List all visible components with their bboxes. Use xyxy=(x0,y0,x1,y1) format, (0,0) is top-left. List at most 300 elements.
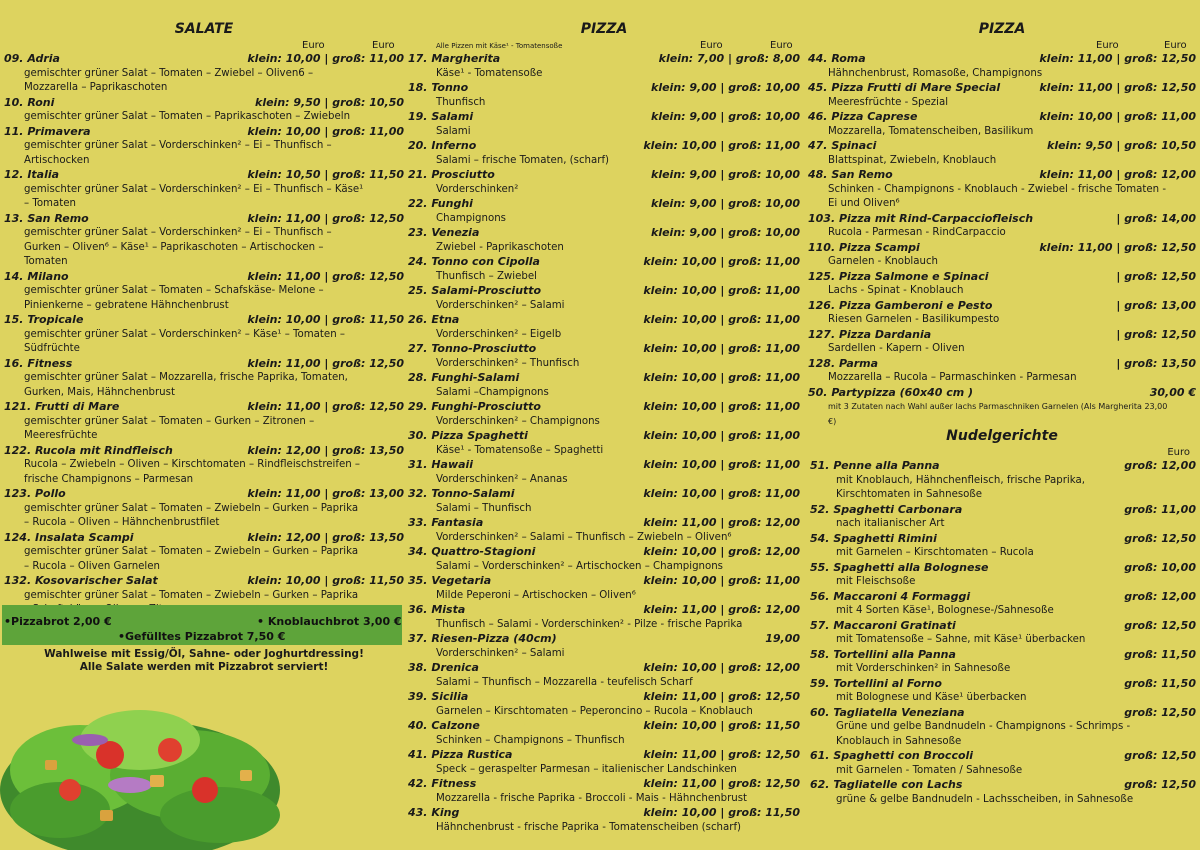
salate-list xyxy=(4,52,404,618)
menu-item-name: 47. Spinaci xyxy=(808,139,877,152)
menu-item-name: 15. Tropicale xyxy=(4,313,84,326)
menu-item xyxy=(808,139,1196,168)
menu-item xyxy=(408,748,800,777)
menu-item-header xyxy=(408,139,800,154)
menu-item-header xyxy=(810,459,1196,474)
menu-item-header xyxy=(4,125,404,140)
knoblauchbrot-price: • Knoblauchbrot 3,00 € xyxy=(257,615,402,628)
menu-item-description: Vorderschinken² – Salami xyxy=(436,647,565,659)
menu-item-header xyxy=(408,632,800,647)
menu-item-price: klein: 11,00 | groß: 12,50 xyxy=(643,690,800,703)
menu-item-header xyxy=(408,226,800,241)
menu-item-price: klein: 9,00 | groß: 10,00 xyxy=(651,197,800,210)
menu-item-name: 09. Adria xyxy=(4,52,60,65)
menu-item-price: groß: 12,00 xyxy=(1124,589,1196,603)
menu-item xyxy=(408,139,800,168)
menu-item xyxy=(810,778,1196,807)
menu-item xyxy=(408,110,800,139)
menu-item-description: gemischter grüner Salat – Vorderschinken² – Ei – Thunfisch – Käse¹ – Tomaten xyxy=(24,183,364,209)
menu-item-description: Schinken – Champignons – Thunfisch xyxy=(436,734,625,746)
menu-item-price: klein: 11,00 | groß: 12,50 xyxy=(1039,81,1196,94)
menu-item-header xyxy=(810,619,1196,634)
menu-item-header xyxy=(408,168,800,183)
menu-item-description: Mozzarella - frische Paprika - Broccoli - Mais - Hähnchenbrust xyxy=(436,792,748,804)
menu-item-header xyxy=(810,778,1196,793)
menu-item-name: 41. Pizza Rustica xyxy=(408,748,513,761)
menu-item-price: groß: 12,50 xyxy=(1124,618,1196,632)
menu-item-price: klein: 9,50 | groß: 10,50 xyxy=(1047,139,1196,152)
menu-item-price: | groß: 12,50 xyxy=(1116,269,1196,283)
menu-item-price: klein: 9,00 | groß: 10,00 xyxy=(651,110,800,123)
menu-item-price: | groß: 13,00 xyxy=(1116,298,1196,312)
menu-item-name: 54. Spaghetti Rimini xyxy=(810,531,937,545)
menu-item xyxy=(4,487,404,531)
menu-item-header xyxy=(408,110,800,125)
menu-item-price: klein: 10,00 | groß: 11,00 xyxy=(643,284,800,297)
nudel-euro-header: Euro xyxy=(1167,447,1190,458)
menu-item xyxy=(408,226,800,255)
menu-item-description: Salami – Thunfisch xyxy=(436,502,532,514)
menu-item xyxy=(408,429,800,458)
pizza-euro-header-2 xyxy=(808,40,1196,52)
menu-item-description: Hähnchenbrust - frische Paprika - Tomatenscheiben (scharf) xyxy=(436,821,742,833)
menu-item-header xyxy=(810,561,1196,576)
salad-bowl-image xyxy=(0,680,300,850)
menu-item-price: groß: 11,50 xyxy=(1124,647,1196,661)
menu-item-name: 21. Prosciutto xyxy=(408,168,495,181)
menu-item-price: groß: 12,50 xyxy=(1124,749,1196,762)
pizza-title-1: PIZZA xyxy=(580,21,628,37)
menu-item-price: klein: 10,00 | groß: 12,00 xyxy=(643,661,800,674)
menu-item-description: Vorderschinken² – Ananas xyxy=(436,473,568,485)
menu-item xyxy=(408,284,800,313)
menu-item-price: klein: 11,00 | groß: 12,50 xyxy=(247,269,404,283)
menu-item xyxy=(810,503,1196,532)
menu-item-price: klein: 11,00 | groß: 12,00 xyxy=(643,516,800,529)
menu-item-description: nach italianischer Art xyxy=(836,518,945,529)
menu-item-description: gemischter grüner Salat – Tomaten – Gurken – Zitronen – Meeresfrüchte xyxy=(24,415,315,441)
menu-item-name: 10. Roni xyxy=(4,95,55,109)
menu-item-header xyxy=(408,487,800,502)
menu-item-name: 36. Mista xyxy=(408,603,466,616)
menu-item-price: klein: 9,50 | groß: 10,50 xyxy=(255,95,404,109)
menu-item-header xyxy=(4,531,404,546)
menu-item-description: gemischter grüner Salat – Tomaten – Paprikaschoten – Zwiebeln xyxy=(24,111,351,122)
menu-item-price: klein: 10,00 | groß: 11,00 xyxy=(1039,110,1196,123)
pizza-column-1 xyxy=(408,0,800,835)
menu-item xyxy=(808,357,1196,386)
menu-item-price: 19,00 xyxy=(765,632,800,645)
menu-item xyxy=(408,313,800,342)
menu-item-name: 56. Maccaroni 4 Formaggi xyxy=(810,589,971,603)
menu-item-name: 62. Tagliatelle con Lachs xyxy=(810,778,963,791)
salate-euro-header xyxy=(4,40,404,52)
menu-item-name: 127. Pizza Dardania xyxy=(808,327,932,341)
salate-column xyxy=(4,0,404,618)
menu-item-name: 16. Fitness xyxy=(4,356,73,370)
menu-item-name: 26. Etna xyxy=(408,313,460,326)
menu-item-price: groß: 10,00 xyxy=(1124,560,1196,574)
menu-item-price: klein: 11,00 | groß: 12,50 xyxy=(247,356,404,370)
menu-item-name: 38. Drenica xyxy=(408,661,479,674)
menu-item-header xyxy=(808,168,1196,183)
menu-item-description: Käse¹ - Tomatensoße – Spaghetti xyxy=(436,444,604,456)
menu-item-header xyxy=(408,661,800,676)
menu-item-description: mit Garnelen - Tomaten / Sahnesoße xyxy=(836,764,1023,776)
menu-item-name: 20. Inferno xyxy=(408,139,477,152)
menu-item xyxy=(408,458,800,487)
menu-item-header xyxy=(408,197,800,212)
menu-item-name: 11. Primavera xyxy=(4,124,91,138)
menu-item-description: Salami – Vorderschinken² – Artischocken – Champignons xyxy=(436,560,723,572)
menu-item-price: klein: 11,00 | groß: 12,50 xyxy=(1039,240,1196,254)
menu-item-price: groß: 12,50 xyxy=(1124,531,1196,545)
menu-item-header xyxy=(808,110,1196,125)
menu-item-name: 50. Partypizza (60x40 cm ) xyxy=(808,385,974,399)
nudel-list xyxy=(810,459,1196,807)
menu-item-price: klein: 10,00 | groß: 11,00 xyxy=(247,52,404,65)
menu-item-description: Vorderschinken² – Champignons xyxy=(436,415,600,427)
menu-item-name: 122. Rucola mit Rindfleisch xyxy=(4,443,173,457)
menu-item-name: 128. Parma xyxy=(808,356,879,370)
pizza-title-2: PIZZA xyxy=(978,21,1026,37)
menu-item-header xyxy=(808,386,1196,401)
menu-item-description: Zwiebel - Paprikaschoten xyxy=(436,241,564,253)
menu-item-price: klein: 10,00 | groß: 11,50 xyxy=(643,806,800,819)
menu-item xyxy=(810,677,1196,706)
menu-item-header xyxy=(408,545,800,560)
menu-item xyxy=(408,52,800,81)
menu-item-price: klein: 12,00 | groß: 13,50 xyxy=(247,443,404,457)
menu-item-name: 48. San Remo xyxy=(808,168,893,181)
menu-item-name: 25. Salami-Prosciutto xyxy=(408,284,542,297)
menu-item-header xyxy=(4,212,404,227)
menu-item-header xyxy=(4,52,404,67)
menu-item-price: klein: 10,00 | groß: 12,00 xyxy=(643,545,800,558)
menu-item xyxy=(408,719,800,748)
menu-item xyxy=(810,561,1196,590)
menu-item-name: 13. San Remo xyxy=(4,211,89,225)
menu-item-description: mit 4 Sorten Käse¹, Bolognese-/Sahnesoße xyxy=(836,605,1054,616)
menu-item-price: klein: 10,00 | groß: 11,00 xyxy=(643,139,800,152)
menu-item xyxy=(810,532,1196,561)
menu-item-description: Käse¹ - Tomatensoße xyxy=(436,67,543,79)
menu-item-price: klein: 10,00 | groß: 11,00 xyxy=(643,255,800,268)
menu-item-price: klein: 12,00 | groß: 13,50 xyxy=(247,530,404,544)
menu-item-description: Hähnchenbrust, Romasoße, Champignons xyxy=(828,67,1043,79)
menu-item-header xyxy=(808,212,1196,227)
menu-item-description: Speck – geraspelter Parmesan – italienischer Landschinken xyxy=(436,763,737,775)
menu-item xyxy=(808,328,1196,357)
menu-item-name: 51. Penne alla Panna xyxy=(810,459,940,472)
menu-item-price: klein: 10,00 | groß: 11,00 xyxy=(247,124,404,138)
menu-item-header xyxy=(808,81,1196,96)
menu-item-description: Milde Peperoni – Artischocken – Oliven⁶ xyxy=(436,589,636,601)
menu-item-description: Grüne und gelbe Bandnudeln - Champignons - Schrimps - Knoblauch in Sahnesoße xyxy=(836,721,1131,747)
menu-item-header xyxy=(408,690,800,705)
menu-item-description: gemischter grüner Salat – Tomaten – Zwiebeln – Gurken – Paprika xyxy=(24,589,359,601)
menu-item-name: 125. Pizza Salmone e Spinaci xyxy=(808,269,989,283)
menu-item xyxy=(408,487,800,516)
menu-item-header xyxy=(408,342,800,357)
pizza-list-1 xyxy=(408,52,800,835)
menu-item-description: Vorderschinken² – Salami – Thunfisch – Zwiebeln – Oliven⁶ xyxy=(436,531,732,543)
menu-item xyxy=(810,706,1196,750)
menu-item xyxy=(808,52,1196,81)
menu-item xyxy=(808,81,1196,110)
menu-item-description: Lachs - Spinat - Knoblauch xyxy=(828,285,964,296)
menu-item xyxy=(408,81,800,110)
menu-item-header xyxy=(408,371,800,386)
menu-item-name: 24. Tonno con Cipolla xyxy=(408,255,540,268)
nudelgerichte-title: Nudelgerichte xyxy=(946,428,1058,444)
menu-item-name: 29. Funghi-Prosciutto xyxy=(408,400,541,413)
menu-item-description: Meeresfrüchte - Spezial xyxy=(828,96,949,108)
menu-item-description: Mozzarella – Rucola – Parmaschinken - Parmesan xyxy=(828,372,1077,383)
menu-item-price: | groß: 14,00 xyxy=(1116,211,1196,225)
menu-item-name: 27. Tonno-Prosciutto xyxy=(408,342,537,355)
menu-item-price: klein: 9,00 | groß: 10,00 xyxy=(651,226,800,239)
menu-item xyxy=(408,545,800,574)
menu-item-header xyxy=(808,270,1196,285)
menu-item-header xyxy=(408,806,800,821)
menu-item-price: klein: 11,00 | groß: 12,50 xyxy=(643,748,800,761)
menu-item xyxy=(810,619,1196,648)
menu-item-name: 22. Funghi xyxy=(408,197,473,210)
menu-item xyxy=(4,357,404,401)
menu-item-name: 18. Tonno xyxy=(408,81,469,94)
menu-item xyxy=(810,459,1196,503)
menu-item-price: klein: 10,00 | groß: 11,50 xyxy=(247,313,404,326)
menu-item-price: 30,00 € xyxy=(1149,385,1196,399)
menu-item xyxy=(408,603,800,632)
menu-item-description: Vorderschinken² – Salami xyxy=(436,299,565,311)
menu-item-name: 30. Pizza Spaghetti xyxy=(408,429,528,442)
menu-item-description: Salami –Champignons xyxy=(436,386,549,398)
menu-item-header xyxy=(408,255,800,270)
dressing-note xyxy=(4,648,404,674)
menu-item-price: | groß: 13,50 xyxy=(1116,356,1196,370)
menu-item-description: Rucola – Zwiebeln – Oliven – Kirschtomaten – Rindfleischstreifen – frische Champignons – Parmesan xyxy=(24,459,361,485)
menu-item-price: klein: 10,00 | groß: 11,00 xyxy=(643,371,800,384)
menu-item-name: 23. Venezia xyxy=(408,226,480,239)
menu-item-price: klein: 11,00 | groß: 12,50 xyxy=(1039,52,1196,65)
euro-label-small: Euro xyxy=(302,40,325,51)
menu-item xyxy=(408,661,800,690)
menu-item-description: gemischter grüner Salat – Vorderschinken² – Ei – Thunfisch – Artischocken xyxy=(24,140,332,166)
menu-item-header xyxy=(408,516,800,531)
menu-item xyxy=(408,516,800,545)
menu-item-header xyxy=(810,677,1196,692)
menu-item-price: klein: 10,00 | groß: 11,50 xyxy=(643,719,800,732)
menu-item-name: 40. Calzone xyxy=(408,719,480,732)
menu-item-description: Schinken - Champignons - Knoblauch - Zwiebel - frische Tomaten - Ei und Oliven⁶ xyxy=(828,183,1167,209)
menu-item-name: 132. Kosovarischer Salat xyxy=(4,574,158,587)
menu-item xyxy=(408,255,800,284)
menu-item-name: 39. Sicilia xyxy=(408,690,469,703)
menu-item-header xyxy=(408,777,800,792)
menu-item-header xyxy=(4,400,404,415)
menu-item-price: | groß: 12,50 xyxy=(1116,327,1196,341)
menu-item-header xyxy=(4,444,404,459)
menu-item xyxy=(4,444,404,488)
menu-item-price: klein: 10,00 | groß: 11,00 xyxy=(643,342,800,355)
menu-item-header xyxy=(808,139,1196,154)
menu-item-name: 59. Tortellini al Forno xyxy=(810,676,942,690)
menu-item xyxy=(810,749,1196,778)
menu-item-header xyxy=(4,270,404,285)
menu-item-name: 12. Italia xyxy=(4,168,60,181)
menu-item-price: klein: 10,50 | groß: 11,50 xyxy=(247,168,404,181)
menu-item-description: Mozzarella, Tomatenscheiben, Basilikum xyxy=(828,125,1034,137)
menu-item-price: klein: 11,00 | groß: 12,00 xyxy=(1039,168,1196,181)
menu-item-description: Salami – frische Tomaten, (scharf) xyxy=(436,154,610,166)
menu-item-name: 123. Pollo xyxy=(4,487,66,500)
menu-item-description: Thunfisch – Salami - Vorderschinken² - Pilze - frische Paprika xyxy=(436,618,743,630)
menu-item-description: Rucola - Parmesan - RindCarpaccio xyxy=(828,227,1006,238)
bread-bar xyxy=(2,605,402,645)
menu-item-price: klein: 11,00 | groß: 12,50 xyxy=(643,777,800,790)
menu-item-name: 35. Vegetaria xyxy=(408,574,492,587)
menu-item xyxy=(4,400,404,444)
menu-item-name: 17. Margherita xyxy=(408,52,501,65)
menu-item-price: groß: 11,00 xyxy=(1124,502,1196,516)
menu-item-header xyxy=(408,52,800,67)
menu-item-description: mit Vorderschinken² in Sahnesoße xyxy=(836,663,1011,674)
menu-item-description: gemischter grüner Salat – Tomaten – Zwiebeln – Gurken – Paprika – Rucola – Oliven Garnelen xyxy=(24,546,359,572)
menu-item-name: 37. Riesen-Pizza (40cm) xyxy=(408,632,557,645)
menu-item xyxy=(808,241,1196,270)
menu-item xyxy=(4,52,404,96)
menu-item-description: Salami xyxy=(436,125,471,137)
menu-item-price: groß: 12,50 xyxy=(1124,778,1196,791)
menu-item-price: groß: 12,50 xyxy=(1124,705,1196,719)
menu-item-price: klein: 9,00 | groß: 10,00 xyxy=(651,168,800,181)
menu-item xyxy=(408,777,800,806)
menu-item-description: mit Tomatensoße – Sahne, mit Käse¹ überbacken xyxy=(836,634,1086,645)
menu-item-description: Garnelen – Kirschtomaten – Peperoncino – Rucola – Knoblauch xyxy=(436,705,753,717)
menu-item-name: 32. Tonno-Salami xyxy=(408,487,515,500)
menu-item-price: klein: 10,00 | groß: 11,00 xyxy=(643,458,800,471)
menu-item xyxy=(408,574,800,603)
menu-item-header xyxy=(808,52,1196,67)
menu-item-name: 42. Fitness xyxy=(408,777,477,790)
menu-item-header xyxy=(810,503,1196,518)
menu-item-description: Blattspinat, Zwiebeln, Knoblauch xyxy=(828,154,997,166)
menu-item xyxy=(808,299,1196,328)
menu-item-header xyxy=(810,532,1196,547)
menu-item xyxy=(808,386,1196,430)
menu-item-description: Champignons xyxy=(436,212,506,224)
menu-item xyxy=(408,690,800,719)
menu-item-name: 19. Salami xyxy=(408,110,474,123)
menu-item-price: klein: 7,00 | groß: 8,00 xyxy=(658,52,800,65)
menu-item-header xyxy=(408,429,800,444)
menu-item-description: grüne & gelbe Bandnudeln - Lachsscheiben, in Sahnesoße xyxy=(836,793,1134,805)
menu-item-price: klein: 11,00 | groß: 12,50 xyxy=(247,211,404,225)
pizzabrot-price: •Pizzabrot 2,00 € xyxy=(4,615,112,628)
menu-item-name: 110. Pizza Scampi xyxy=(808,240,920,254)
menu-item-name: 60. Tagliatella Veneziana xyxy=(810,705,965,719)
menu-item-name: 57. Maccaroni Gratinati xyxy=(810,618,956,632)
menu-item-header xyxy=(810,706,1196,721)
menu-item xyxy=(408,371,800,400)
menu-item xyxy=(408,168,800,197)
menu-item-description: mit 3 Zutaten nach Wahl außer lachs Parmaschniken Garnelen (Als Margherita 23,00 €) xyxy=(828,402,1168,426)
menu-item-header xyxy=(4,487,404,502)
euro-label-large: Euro xyxy=(770,40,793,51)
menu-item-description: Salami – Thunfisch – Mozzarella - teufelisch Scharf xyxy=(436,676,693,688)
menu-item-name: 28. Funghi-Salami xyxy=(408,371,520,384)
menu-item-header xyxy=(408,313,800,328)
menu-item xyxy=(808,168,1196,212)
menu-item-name: 58. Tortellini alla Panna xyxy=(810,647,956,661)
menu-item-name: 124. Insalata Scampi xyxy=(4,530,134,544)
menu-item-description: gemischter grüner Salat – Mozzarella, frische Paprika, Tomaten, Gurken, Mais, Hähnchenbrust xyxy=(24,372,348,398)
menu-item-description: Vorderschinken² – Eigelb xyxy=(436,328,562,340)
menu-item xyxy=(4,125,404,169)
menu-item-price: klein: 10,00 | groß: 11,00 xyxy=(643,574,800,587)
menu-item-header xyxy=(4,574,404,589)
menu-item-header xyxy=(4,357,404,372)
menu-item-description: Sardellen - Kapern - Oliven xyxy=(828,343,965,354)
menu-item-header xyxy=(808,299,1196,314)
menu-item-description: mit Bolognese und Käse¹ überbacken xyxy=(836,692,1027,703)
menu-item-name: 126. Pizza Gamberoni e Pesto xyxy=(808,298,993,312)
menu-item xyxy=(4,531,404,575)
menu-item-description: gemischter grüner Salat – Tomaten – Zwiebeln – Gurken – Paprika – Rucola – Oliven – Hähnchenbrustfilet xyxy=(24,502,359,528)
menu-item-description: Vorderschinken² xyxy=(436,183,519,195)
menu-item-header xyxy=(4,96,404,111)
menu-item xyxy=(808,110,1196,139)
menu-item xyxy=(808,212,1196,241)
menu-item-description: mit Knoblauch, Hähnchenfleisch, frische Paprika, Kirschtomaten in Sahnesoße xyxy=(836,474,1085,500)
menu-item-header xyxy=(408,574,800,589)
menu-item-name: 55. Spaghetti alla Bolognese xyxy=(810,560,989,574)
menu-item-price: klein: 11,00 | groß: 13,00 xyxy=(247,487,404,500)
menu-item xyxy=(810,590,1196,619)
menu-item-header xyxy=(810,590,1196,605)
euro-label-small: Euro xyxy=(1096,40,1119,51)
menu-item xyxy=(808,270,1196,299)
menu-item-name: 14. Milano xyxy=(4,269,69,283)
menu-item-name: 46. Pizza Caprese xyxy=(808,110,918,123)
menu-item xyxy=(408,400,800,429)
menu-item xyxy=(4,168,404,212)
menu-item-name: 43. King xyxy=(408,806,460,819)
menu-item-name: 34. Quattro-Stagioni xyxy=(408,545,536,558)
menu-item-description: Garnelen - Knoblauch xyxy=(828,256,939,267)
menu-item-description: mit Fleischsoße xyxy=(836,576,916,587)
menu-item-description: Thunfisch – Zwiebel xyxy=(436,270,537,282)
menu-item xyxy=(4,212,404,270)
menu-item-header xyxy=(408,458,800,473)
menu-item-description: Riesen Garnelen - Basilikumpesto xyxy=(828,314,1000,325)
menu-item-price: klein: 11,00 | groß: 12,00 xyxy=(643,603,800,616)
pizza-column-2 xyxy=(808,0,1196,429)
menu-item xyxy=(810,648,1196,677)
menu-item-header xyxy=(408,748,800,763)
menu-item-name: 103. Pizza mit Rind-Carpacciofleisch xyxy=(808,211,1034,225)
menu-item-header xyxy=(408,719,800,734)
pizza-euro-header-1 xyxy=(408,40,800,52)
menu-item-description: gemischter grüner Salat – Tomaten – Schafskäse- Melone – Pinienkerne – gebratene Hähnchenbrust xyxy=(24,285,324,311)
menu-item-name: 33. Fantasia xyxy=(408,516,484,529)
menu-item-price: klein: 10,00 | groß: 11,00 xyxy=(643,400,800,413)
pizza-list-2 xyxy=(808,52,1196,429)
pizza-subnote: Alle Pizzen mit Käse¹ - Tomatensoße xyxy=(436,42,563,50)
salate-title: SALATE xyxy=(174,21,234,37)
